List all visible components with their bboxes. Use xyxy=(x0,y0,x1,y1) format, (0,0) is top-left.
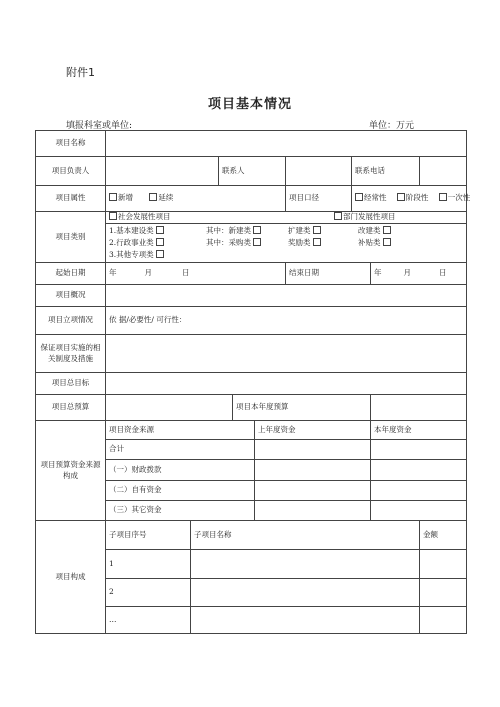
checkbox-icon[interactable] xyxy=(355,193,363,201)
phase-option[interactable]: 阶段性 xyxy=(397,193,429,202)
checkbox-icon[interactable] xyxy=(253,238,261,246)
overview-field[interactable] xyxy=(106,285,467,307)
subsidy-option[interactable]: 补贴类 xyxy=(358,237,392,249)
category-detail-cell xyxy=(106,224,467,263)
checkbox-icon[interactable] xyxy=(383,226,391,234)
composition-cell[interactable] xyxy=(191,607,420,634)
attachment-label: 附件1 xyxy=(66,66,95,79)
checkbox-icon[interactable] xyxy=(149,193,157,201)
other-special-option[interactable]: 3.其他专项类 xyxy=(109,249,165,261)
annual-budget-label: 项目本年度预算 xyxy=(233,395,371,421)
funding-row-fiscal: （一）财政拨款 xyxy=(106,460,255,481)
checkbox-icon[interactable] xyxy=(439,193,447,201)
goal-label: 项目总目标 xyxy=(36,373,106,395)
caliber-options xyxy=(352,186,471,212)
composition-header-amount: 金额 xyxy=(420,521,467,550)
composition-cell[interactable] xyxy=(420,607,467,634)
procurement-option[interactable]: 其中：采购类 xyxy=(206,237,288,249)
renovation-option[interactable]: 改建类 xyxy=(358,225,392,237)
regular-option[interactable]: 经常性 xyxy=(355,193,387,202)
project-attr-label: 项目属性 xyxy=(36,186,106,212)
overview-label: 项目概况 xyxy=(36,285,106,307)
checkbox-icon[interactable] xyxy=(156,250,164,258)
funding-cell[interactable] xyxy=(371,481,467,501)
funding-cell[interactable] xyxy=(255,481,371,501)
annual-budget-field[interactable] xyxy=(371,395,467,421)
composition-label: 项目构成 xyxy=(36,521,106,634)
money-unit-label: 单位：万元 xyxy=(369,121,415,131)
funding-cell[interactable] xyxy=(255,440,371,460)
capital-construction-option[interactable]: 1.基本建设类 xyxy=(109,225,206,237)
phone-label: 联系电话 xyxy=(352,157,420,186)
checkbox-icon[interactable] xyxy=(109,193,117,201)
checkbox-icon[interactable] xyxy=(334,212,342,220)
once-option[interactable]: 一次性 xyxy=(439,193,471,202)
category-type-row xyxy=(106,212,467,224)
project-info-table xyxy=(35,130,471,634)
project-category-label: 项目类别 xyxy=(36,212,106,263)
checkbox-icon[interactable] xyxy=(253,226,261,234)
contact-label: 联系人 xyxy=(219,157,286,186)
start-date-label: 起始日期 xyxy=(36,263,106,285)
page-title: 项目基本情况 xyxy=(207,97,292,112)
funding-row-own: （二）自有资金 xyxy=(106,481,255,501)
composition-cell[interactable] xyxy=(191,550,420,579)
contact-field[interactable] xyxy=(286,157,352,186)
start-date-field[interactable]: 年 月 日 xyxy=(106,263,286,285)
funding-row-other: （三）其它资金 xyxy=(106,501,255,521)
total-budget-field[interactable] xyxy=(106,395,233,421)
composition-cell[interactable] xyxy=(420,579,467,607)
caliber-label: 项目口径 xyxy=(286,186,352,212)
administrative-option[interactable]: 2.行政事业类 xyxy=(109,237,206,249)
checkbox-icon[interactable] xyxy=(313,226,321,234)
composition-cell[interactable] xyxy=(191,579,420,607)
end-date-field[interactable]: 年 月 日 xyxy=(371,263,467,285)
continue-option[interactable]: 延续 xyxy=(149,193,173,202)
funding-cell[interactable] xyxy=(255,501,371,521)
composition-row-index: 2 xyxy=(106,579,191,607)
funding-source-label: 项目预算资金来源构成 xyxy=(36,421,106,521)
funding-header-this-year: 本年度资金 xyxy=(371,421,467,440)
checkbox-icon[interactable] xyxy=(397,193,405,201)
project-name-label: 项目名称 xyxy=(36,131,106,157)
funding-cell[interactable] xyxy=(371,501,467,521)
approval-label: 项目立项情况 xyxy=(36,307,106,335)
funding-cell[interactable] xyxy=(371,460,467,481)
reward-option[interactable]: 奖励类 xyxy=(288,237,358,249)
new-build-option[interactable]: 其中：新建类 xyxy=(206,225,288,237)
composition-header-index: 子项目序号 xyxy=(106,521,191,550)
end-date-label: 结束日期 xyxy=(286,263,371,285)
approval-field[interactable]: 依 据/必要性/ 可行性： xyxy=(106,307,467,335)
project-leader-field[interactable] xyxy=(106,157,219,186)
total-budget-label: 项目总预算 xyxy=(36,395,106,421)
funding-header-last-year: 上年度资金 xyxy=(255,421,371,440)
project-attr-options xyxy=(106,186,286,212)
checkbox-icon[interactable] xyxy=(156,226,164,234)
checkbox-icon[interactable] xyxy=(383,238,391,246)
checkbox-icon[interactable] xyxy=(156,238,164,246)
checkbox-icon[interactable] xyxy=(109,212,117,220)
funding-cell[interactable] xyxy=(255,460,371,481)
guarantee-label: 保证项目实施的相关制度及措施 xyxy=(36,335,106,373)
composition-row-index: 1 xyxy=(106,550,191,579)
social-option[interactable]: 社会发展性项目 xyxy=(109,212,171,221)
composition-row-index: … xyxy=(106,607,191,634)
phone-field[interactable] xyxy=(420,157,467,186)
guarantee-field[interactable] xyxy=(106,335,467,373)
expansion-option[interactable]: 扩建类 xyxy=(288,225,358,237)
fill-unit-label: 填报科室或单位: xyxy=(66,121,133,131)
funding-header-source: 项目资金来源 xyxy=(106,421,255,440)
dept-option[interactable]: 部门发展性项目 xyxy=(334,212,396,222)
funding-cell[interactable] xyxy=(371,440,467,460)
project-leader-label: 项目负责人 xyxy=(36,157,106,186)
project-name-field[interactable] xyxy=(106,131,467,157)
new-option[interactable]: 新增 xyxy=(109,193,133,202)
funding-row-total: 合计 xyxy=(106,440,255,460)
goal-field[interactable] xyxy=(106,373,467,395)
checkbox-icon[interactable] xyxy=(313,238,321,246)
composition-cell[interactable] xyxy=(420,550,467,579)
composition-header-name: 子项目名称 xyxy=(191,521,420,550)
